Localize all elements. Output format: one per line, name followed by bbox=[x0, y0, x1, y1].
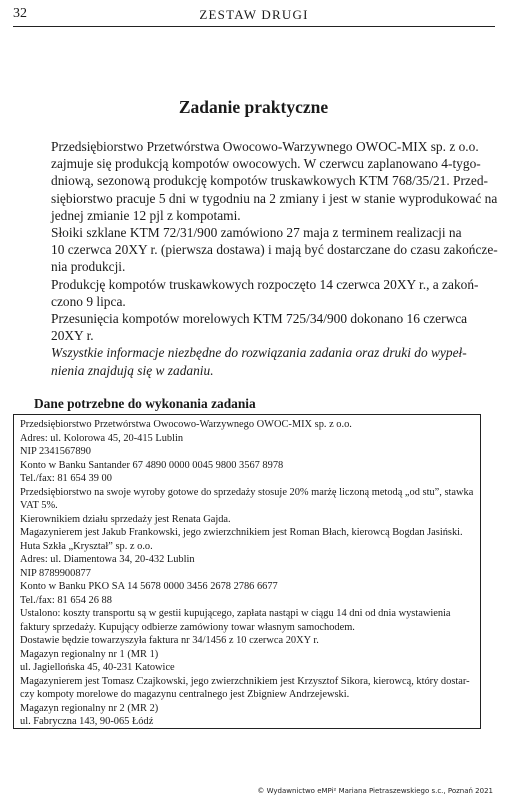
data-line: ul. Jagiellońska 45, 40-231 Katowice bbox=[20, 662, 175, 673]
data-line: Huta Szkła „Kryształ” sp. z o.o. bbox=[20, 540, 153, 552]
data-line: faktury sprzedaży. Kupujący odbierze zamówiony towar własnym samochodem. bbox=[20, 621, 355, 633]
body-paragraph bbox=[34, 310, 480, 344]
text-line: nia produkcji. bbox=[51, 259, 126, 275]
data-line: Magazyn regionalny nr 2 (MR 2) bbox=[20, 702, 159, 714]
header-rule bbox=[13, 26, 495, 27]
data-line: Adres: ul. Kolorowa 45, 20-415 Lublin bbox=[20, 432, 184, 444]
text-line: Wszystkie informacje niezbędne do rozwiązania zadania oraz druki do wypeł- bbox=[51, 345, 467, 361]
data-box bbox=[13, 414, 481, 729]
text-line: Przedsiębiorstwo Przetwórstwa Owocowo-Warzywnego OWOC-MIX sp. z o.o. bbox=[51, 139, 479, 154]
body-paragraph bbox=[34, 224, 498, 276]
text-line: Przesunięcia kompotów morelowych KTM 725/34/900 dokonano 16 czerwca bbox=[51, 311, 468, 327]
data-line: czy kompoty morelowe do magazynu centralnego jest Zbigniew Andrzejewski. bbox=[20, 689, 350, 700]
text-line: 20XY r. bbox=[51, 328, 94, 344]
text-line: Produkcję kompotów truskawkowych rozpoczęto 14 czerwca 20XY r., a zakoń- bbox=[51, 276, 479, 292]
body-paragraph bbox=[34, 276, 480, 310]
task-body bbox=[34, 138, 498, 379]
data-line: Adres: ul. Diamentowa 34, 20-432 Lublin bbox=[20, 554, 195, 565]
data-line: ul. Fabryczna 143, 90-065 Łódź bbox=[20, 716, 154, 727]
data-line: NIP 8789900877 bbox=[20, 567, 91, 579]
page-number: 32 bbox=[13, 6, 27, 21]
data-line: Magazynierem jest Jakub Frankowski, jego zwierzchnikiem jest Roman Błach, kierowcą Bogdan Jasiński. bbox=[20, 527, 463, 538]
page-header bbox=[13, 6, 495, 25]
text-line: nienia znajdują się w zadaniu. bbox=[51, 362, 214, 378]
data-line: Przedsiębiorstwo na swoje wyroby gotowe do sprzedaży stosuje 20% marżę liczoną metodą „od stu”, stawka bbox=[20, 486, 474, 498]
instruction-paragraph bbox=[34, 344, 480, 378]
section-heading: Dane potrzebne do wykonania zadania bbox=[34, 396, 256, 411]
text-line: 10 czerwca 20XY r. (pierwsza dostawa) i mają być dostarczane do czasu zakończe- bbox=[51, 242, 498, 258]
text-line: jednej zmianie 12 pjl z kompotami. bbox=[51, 207, 241, 223]
data-line: Konto w Banku PKO SA 14 5678 0000 3456 2678 2786 6677 bbox=[20, 581, 278, 592]
text-line: siębiorstwo pracuje 5 dni w tygodniu na 2 zmiany i jest w stanie wyprodukować na bbox=[51, 190, 498, 206]
data-line: Tel./fax: 81 654 39 00 bbox=[20, 473, 112, 484]
page-title: Zadanie praktyczne bbox=[178, 97, 329, 117]
text-line: Słoiki szklane KTM 72/31/900 zamówiono 27 maja z terminem realizacji na bbox=[51, 225, 462, 241]
text-line: zajmuje się produkcją kompotów owocowych. W czerwcu zaplanowano 4-tygo- bbox=[51, 156, 481, 172]
data-line: Magazyn regionalny nr 1 (MR 1) bbox=[20, 648, 159, 660]
data-line: Ustalono: koszty transportu są w gestii kupującego, zapłata nastąpi w ciągu 14 dni od dnia wystawienia bbox=[20, 608, 451, 619]
data-line: Tel./fax: 81 654 26 88 bbox=[20, 594, 112, 606]
copyright-footer: © Wydawnictwo eMPi² Mariana Pietraszewskiego s.c., Poznań 2021 bbox=[257, 787, 493, 795]
data-line: Magazynierem jest Tomasz Czajkowski, jego zwierzchnikiem jest Krzysztof Sikora, kierowcą, który dostar- bbox=[20, 675, 470, 687]
data-line: Dostawie będzie towarzyszyła faktura nr 34/1456 z 10 czerwca 20XY r. bbox=[20, 635, 319, 646]
body-paragraph bbox=[34, 138, 498, 224]
text-line: czono 9 lipca. bbox=[51, 293, 126, 309]
data-line: NIP 2341567890 bbox=[20, 446, 91, 457]
data-line: Kierownikiem działu sprzedaży jest Renata Gajda. bbox=[20, 513, 231, 525]
data-line: VAT 5%. bbox=[20, 500, 58, 511]
running-title: ZESTAW DRUGI bbox=[199, 7, 309, 22]
data-line: Przedsiębiorstwo Przetwórstwa Owocowo-Warzywnego OWOC-MIX sp. z o.o. bbox=[20, 419, 352, 430]
data-line: Konto w Banku Santander 67 4890 0000 0045 9800 3567 8978 bbox=[20, 459, 284, 471]
text-line: dniową, sezonową produkcję kompotów truskawkowych KTM 768/35/21. Przed- bbox=[51, 173, 488, 189]
